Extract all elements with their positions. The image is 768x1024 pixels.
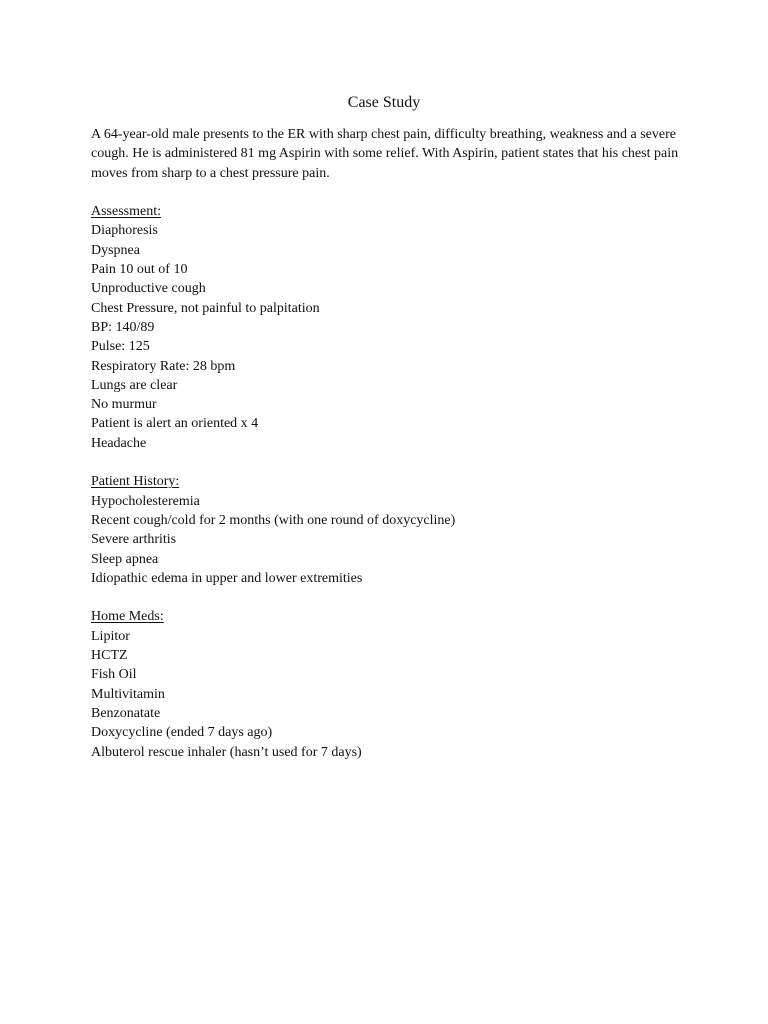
list-item: Lipitor (91, 628, 130, 644)
home-meds-section (91, 607, 681, 761)
assessment-list (91, 221, 681, 453)
list-item: Dyspnea (91, 242, 140, 258)
list-item: Recent cough/cold for 2 months (with one round of doxycycline) (91, 512, 456, 528)
list-item: No murmur (91, 397, 157, 413)
list-item: Pain 10 out of 10 (91, 262, 188, 278)
list-item: Unproductive cough (91, 281, 206, 297)
assessment-section (91, 202, 681, 453)
list-item: Benzonatate (91, 705, 161, 721)
home-meds-list (91, 627, 681, 762)
patient-history-section (91, 472, 681, 588)
list-item: Multivitamin (91, 686, 165, 702)
list-item: Hypocholesteremia (91, 493, 200, 509)
list-item: BP: 140/89 (91, 319, 155, 335)
assessment-heading: Assessment: (91, 204, 161, 220)
list-item: HCTZ (91, 648, 128, 664)
list-item: Doxycycline (ended 7 days ago) (91, 725, 273, 741)
list-item: Chest Pressure, not painful to palpitation (91, 300, 320, 316)
list-item: Headache (91, 435, 147, 451)
document-title: Case Study (347, 94, 421, 111)
patient-history-list (91, 492, 681, 588)
list-item: Fish Oil (91, 667, 137, 683)
patient-history-heading: Patient History: (91, 474, 180, 490)
list-item: Severe arthritis (91, 532, 177, 548)
list-item: Lungs are clear (91, 377, 178, 393)
list-item: Sleep apnea (91, 551, 159, 567)
list-item: Diaphoresis (91, 223, 158, 239)
intro-paragraph: A 64-year-old male presents to the ER with sharp chest pain, difficulty breathing, weakness and a severe cough. He is administered 81 mg Aspirin with some relief. With Aspirin, patient states that his chest pain moves from sharp to a chest pressure pain. (91, 127, 679, 181)
list-item: Respiratory Rate: 28 bpm (91, 358, 236, 374)
list-item: Idiopathic edema in upper and lower extremities (91, 570, 363, 586)
list-item: Patient is alert an oriented x 4 (91, 416, 259, 432)
list-item: Pulse: 125 (91, 339, 150, 355)
home-meds-heading: Home Meds: (91, 609, 164, 625)
list-item: Albuterol rescue inhaler (hasn’t used for 7 days) (91, 744, 362, 760)
document-body (91, 125, 681, 762)
